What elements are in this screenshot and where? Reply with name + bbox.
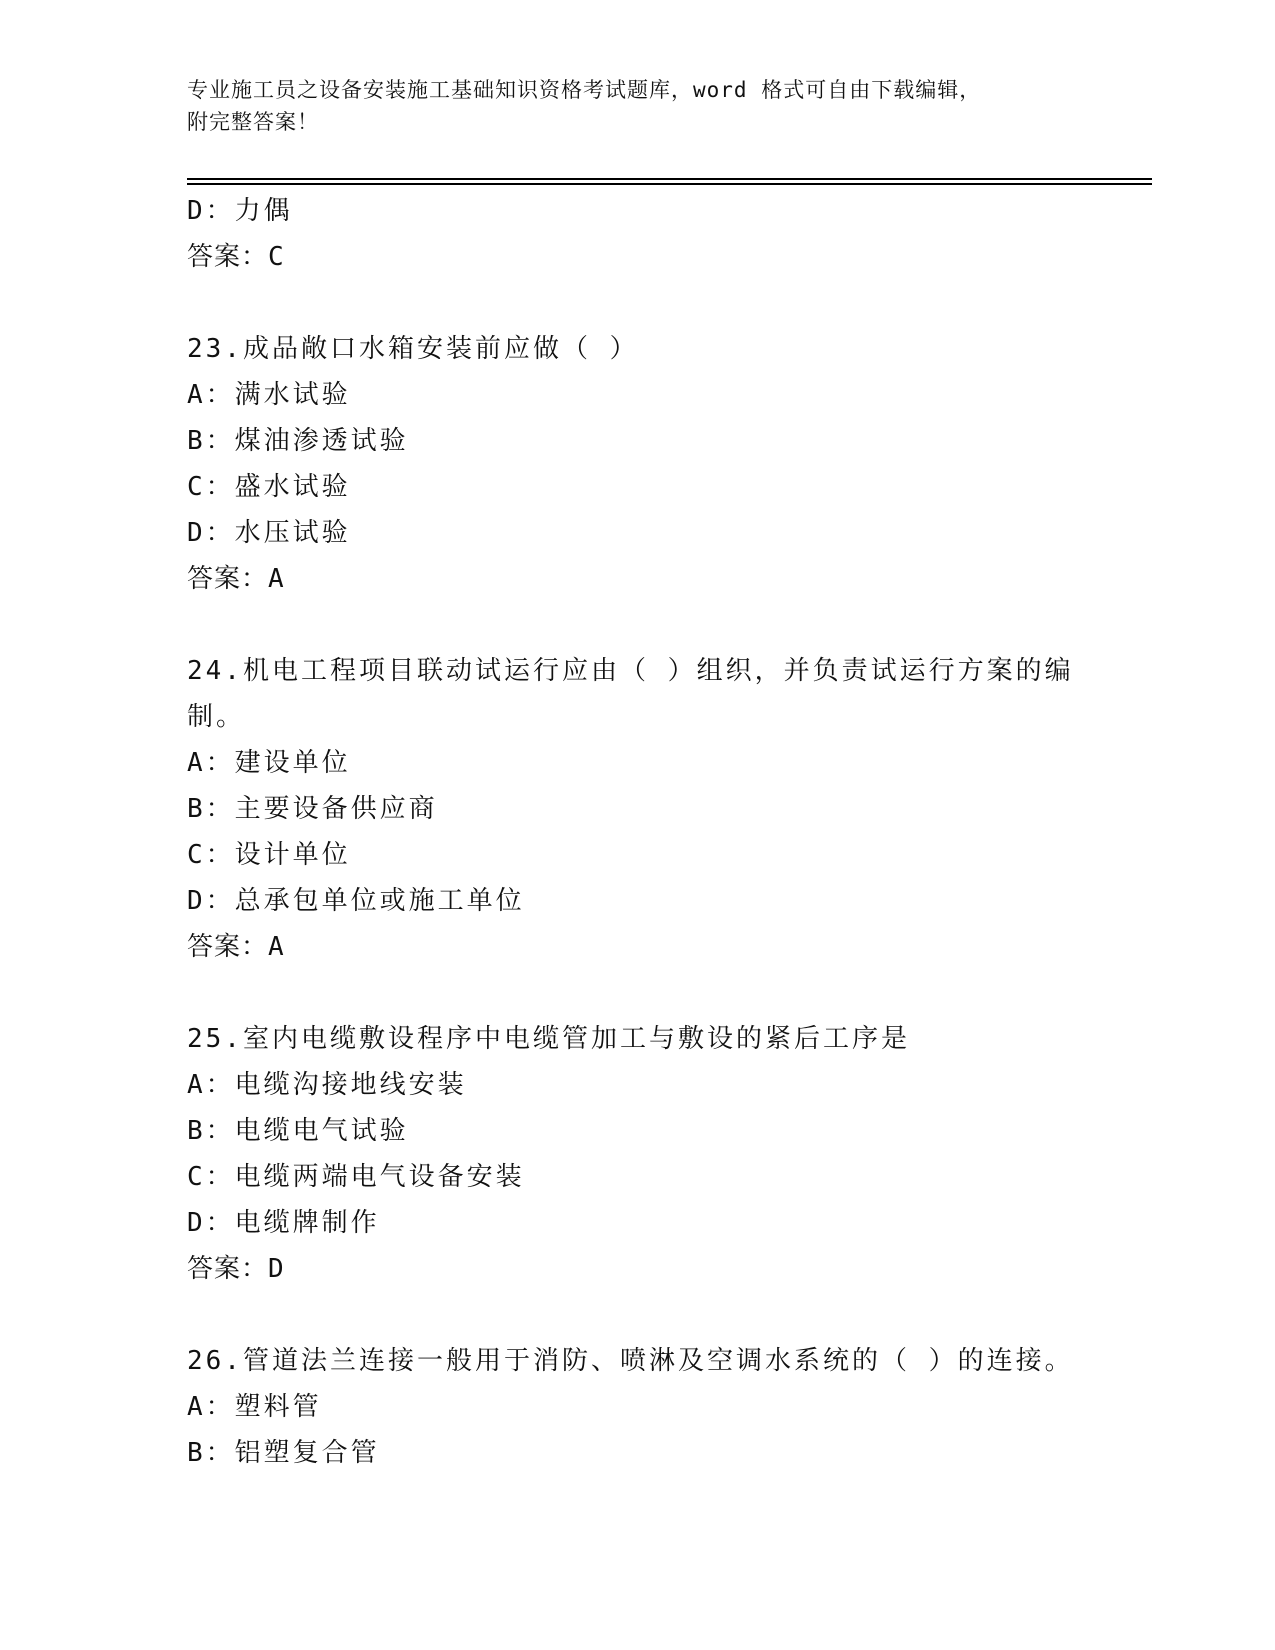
option-a: A：建设单位	[187, 748, 351, 778]
answer-value: A	[268, 564, 287, 594]
option-a: A：满水试验	[187, 380, 351, 410]
option-c: C：电缆两端电气设备安装	[187, 1162, 525, 1192]
spacer	[187, 280, 1087, 326]
answer-label: 答案：	[187, 242, 269, 272]
header-text-line-1: 专业施工员之设备安装施工基础知识资格考试题库，word 格式可自由下载编辑，	[187, 78, 982, 102]
question-24	[187, 648, 1087, 970]
question-stem-line-2: 制。	[187, 702, 246, 732]
spacer	[187, 602, 1087, 648]
answer-value: A	[268, 932, 287, 962]
answer-label: 答案：	[187, 564, 269, 594]
question-list	[187, 188, 1087, 1476]
question-26	[187, 1338, 1087, 1476]
option-a: A：塑料管	[187, 1392, 322, 1422]
header-text-line-2: 附完整答案！	[187, 110, 319, 134]
option-d: D：总承包单位或施工单位	[187, 886, 525, 916]
question-23	[187, 326, 1087, 602]
option-d: D：力偶	[187, 196, 293, 226]
option-b: B：煤油渗透试验	[187, 426, 409, 456]
answer-line	[187, 924, 1087, 970]
answer-label: 答案：	[187, 1254, 269, 1284]
question-25	[187, 1016, 1087, 1292]
answer-line	[187, 556, 1087, 602]
question-stem: 23.成品敞口水箱安装前应做（ ）	[187, 334, 639, 364]
spacer	[187, 970, 1087, 1016]
question-stem-line-1: 24.机电工程项目联动试运行应由（ ）组织，并负责试运行方案的编	[187, 656, 1074, 686]
answer-line	[187, 234, 1087, 280]
answer-value: D	[268, 1254, 287, 1284]
option-c: C：盛水试验	[187, 472, 351, 502]
spacer	[187, 1292, 1087, 1338]
option-a: A：电缆沟接地线安装	[187, 1070, 467, 1100]
option-b: B：主要设备供应商	[187, 794, 438, 824]
document-header	[187, 74, 1087, 138]
answer-label: 答案：	[187, 932, 269, 962]
header-divider-bottom	[187, 183, 1152, 185]
header-divider-top	[187, 178, 1152, 180]
question-stem: 25.室内电缆敷设程序中电缆管加工与敷设的紧后工序是	[187, 1024, 910, 1054]
answer-value: C	[268, 242, 287, 272]
question-stem: 26.管道法兰连接一般用于消防、喷淋及空调水系统的（ ）的连接。	[187, 1346, 1074, 1376]
option-b: B：铝塑复合管	[187, 1438, 380, 1468]
question-22-tail	[187, 188, 1087, 280]
option-d: D：电缆牌制作	[187, 1208, 380, 1238]
option-b: B：电缆电气试验	[187, 1116, 409, 1146]
option-c: C：设计单位	[187, 840, 351, 870]
answer-line	[187, 1246, 1087, 1292]
option-d: D：水压试验	[187, 518, 351, 548]
